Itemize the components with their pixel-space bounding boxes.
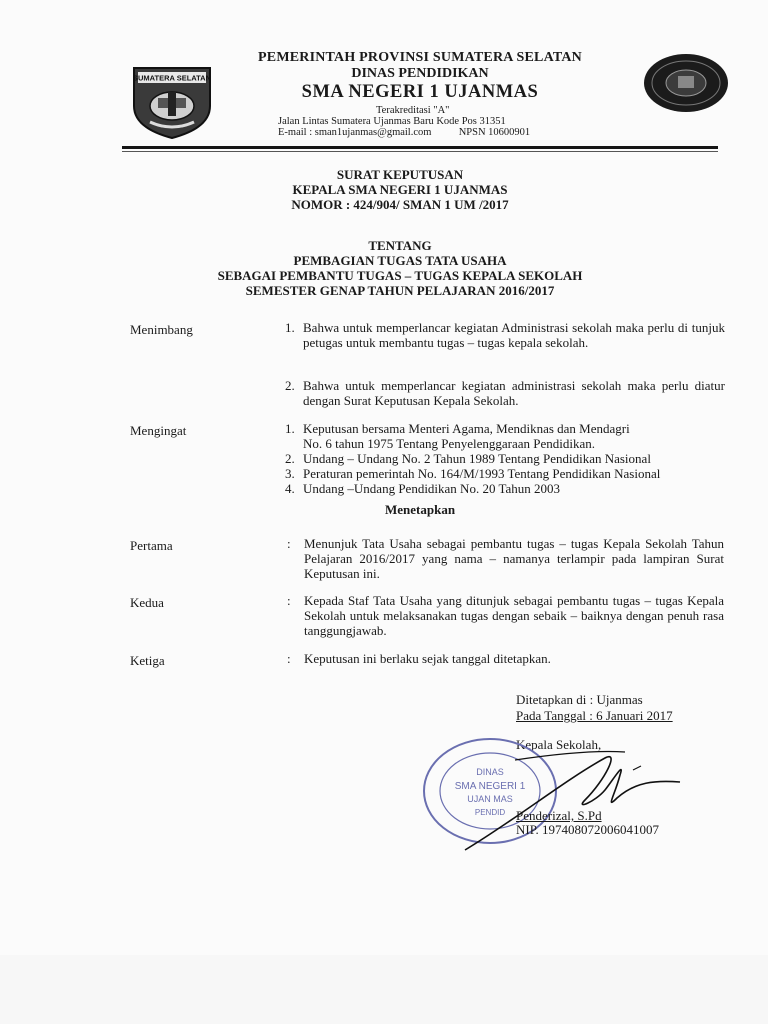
decree-title-line2: KEPALA SMA NEGERI 1 UJANMAS	[292, 182, 508, 197]
menimbang-item-1-text: Bahwa untuk memperlancar kegiatan Administrasi sekolah maka perlu di tunjuk petugas untuk membantu tugas – tugas kepala sekolah.	[303, 320, 725, 350]
label-ketiga: Ketiga	[130, 653, 165, 668]
department-name: DINAS PENDIDIKAN	[351, 66, 489, 81]
provincial-emblem-icon	[128, 62, 216, 140]
subject-line3: SEBAGAI PEMBANTU TUGAS – TUGAS KEPALA SEKOLAH	[217, 268, 583, 283]
decree-subject	[150, 238, 650, 298]
subject-line1: TENTANG	[368, 238, 432, 253]
menimbang-item-2: 2.	[285, 378, 295, 393]
signer-name: Penderizal, S.Pd	[516, 808, 602, 823]
contact-line	[278, 127, 600, 138]
signer-nip: NIP. 197408072006041007	[516, 822, 660, 837]
npsn: NPSN 10600901	[458, 127, 531, 138]
menimbang-item-1: 1.	[285, 320, 295, 335]
mengingat-item-2: 2. Undang – Undang No. 2 Tahun 1989 Tentang Pendidikan Nasional	[285, 451, 651, 466]
pertama-text: Menunjuk Tata Usaha sebagai pembantu tugas – tugas Kepala Sekolah Tahun Pelajaran 2016/2017 yang nama – namanya terlampir pada lampiran Surat Keputusan ini.	[304, 536, 724, 581]
page-bottom-margin	[0, 955, 768, 1024]
label-pertama: Pertama	[130, 538, 173, 553]
menimbang-item-2-text: Bahwa untuk memperlancar kegiatan administrasi sekolah maka perlu diatur dengan Surat Keputusan Kepala Sekolah.	[303, 378, 725, 408]
mengingat-item-4: 4. Undang –Undang Pendidikan No. 20 Tahun 2003	[285, 481, 561, 496]
stamp-line-4: PENDID	[474, 808, 506, 817]
menetapkan-heading: Menetapkan	[385, 502, 456, 517]
letterhead-rule-thin	[122, 151, 718, 152]
stamp-line-2: SMA NEGERI 1	[454, 781, 526, 792]
decree-number: NOMOR : 424/904/ SMAN 1 UM /2017	[291, 197, 509, 212]
letterhead	[240, 50, 600, 138]
government-name: PEMERINTAH PROVINSI SUMATERA SELATAN	[258, 50, 582, 65]
signer-position: Kepala Sekolah,	[516, 737, 602, 752]
kedua-text: Kepada Staf Tata Usaha yang ditunjuk sebagai pembantu tugas – tugas Kepala Sekolah untuk melaksanakan tugas dengan sebaik – baiknya dengan penuh rasa tanggungjawab.	[304, 593, 724, 638]
colon-ketiga: :	[287, 651, 291, 666]
address: Jalan Lintas Sumatera Ujanmas Baru Kode Pos 31351	[278, 116, 506, 127]
label-menimbang: Menimbang	[130, 322, 193, 337]
colon-kedua: :	[287, 593, 291, 608]
school-seal-icon	[642, 52, 730, 114]
subject-line2: PEMBAGIAN TUGAS TATA USAHA	[293, 253, 507, 268]
stamp-line-3: UJAN MAS	[467, 794, 513, 804]
decree-title-line1: SURAT KEPUTUSAN	[336, 167, 464, 182]
mengingat-item-3: 3. Peraturan pemerintah No. 164/M/1993 Tentang Pendidikan Nasional	[285, 466, 661, 481]
signed-date: Pada Tanggal : 6 Januari 2017	[516, 708, 673, 723]
stamp-line-1: DINAS	[476, 767, 504, 777]
signed-place: Ditetapkan di : Ujanmas	[516, 692, 643, 707]
mengingat-item-1: 1. Keputusan bersama Menteri Agama, Mendiknas dan Mendagri No. 6 tahun 1975 Tentang Penyelenggaraan Pendidikan.	[285, 421, 630, 451]
colon-pertama: :	[287, 536, 291, 551]
logo-left-text: SUMATERA SELATAN	[132, 73, 212, 83]
letterhead-rule	[122, 146, 718, 149]
school-name: SMA NEGERI 1 UJANMAS	[301, 82, 539, 102]
decree-title	[150, 167, 650, 212]
label-kedua: Kedua	[130, 595, 164, 610]
accreditation: Terakreditasi "A"	[376, 105, 450, 116]
email: E-mail : sman1ujanmas@gmail.com	[278, 127, 432, 138]
subject-line4: SEMESTER GENAP TAHUN PELAJARAN 2016/2017	[245, 283, 555, 298]
label-mengingat: Mengingat	[130, 423, 187, 438]
ketiga-text: Keputusan ini berlaku sejak tanggal ditetapkan.	[304, 651, 551, 666]
